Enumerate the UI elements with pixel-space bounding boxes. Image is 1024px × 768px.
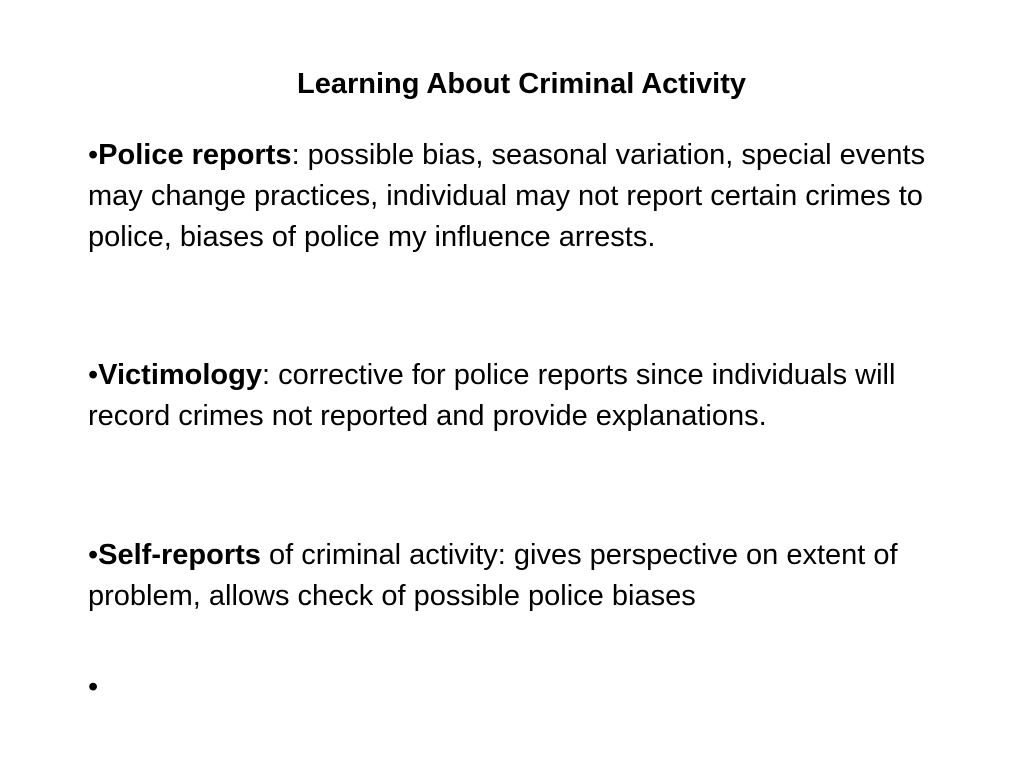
bullet-item-self-reports (88, 535, 938, 617)
bullet-marker: • (88, 359, 99, 391)
bullet-text: : corrective for police reports since individuals will record crimes not reported and provide explanations. (88, 359, 896, 432)
bullet-marker: • (88, 671, 99, 703)
bullet-term: Victimology (98, 359, 262, 391)
bullet-item-victimology (88, 355, 938, 437)
bullet-text: of criminal activity: gives perspective on extent of problem, allows check of possible police biases (88, 539, 898, 612)
bullet-term: Self-reports (98, 539, 261, 571)
bullet-term: Police reports (98, 139, 292, 171)
bullet-item-empty (88, 667, 938, 708)
bullet-marker: • (88, 139, 99, 171)
bullet-marker: • (88, 539, 99, 571)
bullet-text: : possible bias, seasonal variation, special events may change practices, individual may not report certain crimes to police, biases of police my influence arrests. (88, 139, 926, 253)
bullet-item-police-reports (88, 135, 938, 258)
slide-title: Learning About Criminal Activity (296, 68, 746, 100)
